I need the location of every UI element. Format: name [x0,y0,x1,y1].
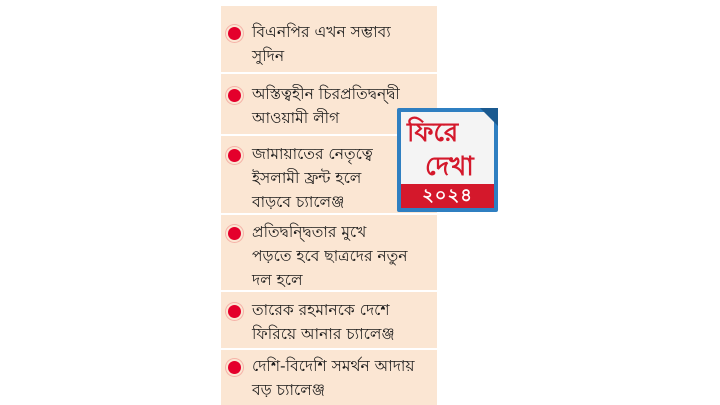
item-text: দেশি-বিদেশি সমর্থন আদায় বড় চ্যালেঞ্জ [252,357,415,399]
item-text: জামায়াতের নেতৃত্বে ইসলামী ফ্রন্ট হলে বাড়বে চ্যালেঞ্জ [252,145,373,211]
item-text: প্রতিদ্বন্দ্বিতার মুখে পড়তে হবে ছাত্রদের নতুন দল হলে [252,223,408,289]
bullet-icon [228,361,241,374]
item-text: অস্তিত্বহীন চিরপ্রতিদ্বন্দ্বী আওয়ামী লীগ [252,85,400,127]
item-text: বিএনপির এখন সম্ভাব্য সুদিন [252,23,391,65]
divider [221,213,437,215]
divider [221,348,437,350]
bullet-icon [228,149,241,162]
bullet-icon [228,227,241,240]
series-badge [397,108,498,212]
badge-title-line1: ফিরে [407,118,459,148]
bullet-icon [228,27,241,40]
bullet-icon [228,305,241,318]
item-text: তারেক রহমানকে দেশে ফিরিয়ে আনার চ্যালেঞ্জ [252,301,395,343]
divider [221,290,437,292]
bullet-icon [228,89,241,102]
divider [221,72,437,74]
badge-year: ২০২৪ [422,185,473,206]
badge-title-line2: দেখা [425,152,474,182]
badge-corner [480,108,498,126]
